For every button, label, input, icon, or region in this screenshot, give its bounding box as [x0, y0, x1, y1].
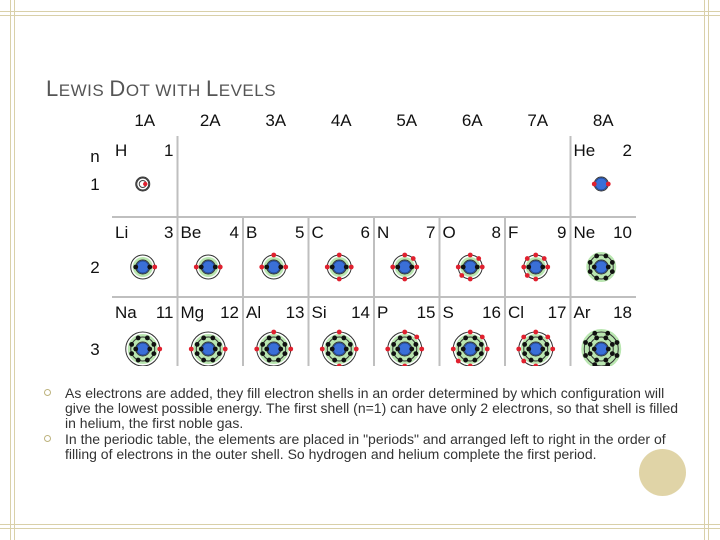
bullet-circle-icon [44, 389, 51, 396]
electron [276, 358, 281, 363]
group-label: 5A [396, 111, 418, 130]
electron [337, 277, 342, 282]
atomic-number: 3 [164, 223, 174, 242]
electron [326, 351, 331, 356]
electron [544, 342, 549, 347]
electron [594, 336, 599, 341]
frame-line-left [10, 0, 11, 540]
electron [588, 269, 593, 274]
element-symbol: He [573, 141, 596, 160]
electron [278, 265, 283, 270]
group-label: 8A [592, 111, 614, 130]
electron [398, 358, 403, 363]
electron [522, 342, 527, 347]
electron [199, 347, 204, 352]
electron [592, 265, 597, 270]
electron [282, 342, 287, 347]
electron [476, 256, 481, 261]
electron [542, 256, 547, 261]
nucleus [137, 343, 149, 355]
electron [526, 347, 531, 352]
electron [152, 265, 157, 270]
frame-line-top-inner [0, 15, 720, 16]
slide-title [46, 76, 276, 102]
electron [472, 358, 477, 363]
electron [330, 347, 335, 352]
electron [594, 276, 599, 281]
electron [521, 265, 526, 270]
electron [391, 342, 396, 347]
nucleus [530, 261, 542, 273]
electron [271, 330, 276, 335]
period-label: 1 [90, 175, 100, 194]
atomic-number: 6 [360, 223, 370, 242]
group-label: 6A [461, 111, 483, 130]
electron [545, 265, 550, 270]
atomic-number: 10 [613, 223, 632, 242]
electron [533, 277, 538, 282]
electron [592, 331, 597, 336]
electron [588, 260, 593, 265]
electron [605, 331, 610, 336]
electron [451, 347, 456, 352]
title-part: WITH [155, 81, 206, 100]
electron [411, 256, 416, 261]
electron [522, 351, 527, 356]
electron [195, 351, 200, 356]
electron [271, 253, 276, 258]
electron [278, 347, 283, 352]
electron [264, 265, 269, 270]
group-label: 3A [265, 111, 287, 130]
nucleus [464, 261, 476, 273]
electron [603, 254, 608, 259]
frame-line-right-inner [704, 0, 705, 540]
nucleus [268, 261, 280, 273]
electron [402, 330, 407, 335]
atomic-number: 4 [229, 223, 239, 242]
electron [588, 342, 593, 347]
electron [147, 347, 152, 352]
electron [606, 347, 611, 352]
electron [326, 342, 331, 347]
element-symbol: Ar [573, 303, 591, 322]
electron [480, 335, 485, 340]
electron [201, 358, 206, 363]
frame-line-right [708, 0, 709, 540]
nucleus [530, 343, 542, 355]
electron [592, 182, 597, 187]
electron [341, 358, 346, 363]
electron [456, 265, 461, 270]
electron [223, 347, 228, 352]
electron [136, 358, 141, 363]
nucleus [464, 343, 476, 355]
electron [538, 358, 543, 363]
element-symbol: F [508, 223, 519, 242]
electron [133, 347, 138, 352]
title-part: L [206, 76, 219, 101]
electron [521, 359, 526, 364]
electron [419, 347, 424, 352]
electron [402, 253, 407, 258]
electron [603, 358, 608, 363]
electron [588, 351, 593, 356]
title-part: OT [125, 81, 156, 100]
electron [332, 358, 337, 363]
nucleus [333, 261, 345, 273]
electron [337, 253, 342, 258]
element-symbol: C [311, 223, 324, 242]
electron [391, 351, 396, 356]
electron [485, 347, 490, 352]
electron [610, 351, 615, 356]
electron [456, 359, 461, 364]
atomic-number: 13 [285, 303, 305, 322]
electron [550, 347, 555, 352]
electron [413, 342, 418, 347]
electron [354, 347, 359, 352]
electron [320, 347, 325, 352]
electron [610, 260, 615, 265]
element-symbol: Ne [573, 223, 596, 242]
electron [521, 335, 526, 340]
electron [459, 273, 464, 278]
nucleus [595, 343, 607, 355]
nucleus [268, 343, 280, 355]
frame-line-left-inner [14, 0, 15, 540]
electron [395, 347, 400, 352]
electron [210, 336, 215, 341]
bullet-list [44, 386, 684, 463]
lewis-dot-periodic-table [82, 104, 636, 366]
electron [254, 347, 259, 352]
electron [615, 340, 620, 345]
electron [529, 358, 534, 363]
decorative-circle [639, 449, 686, 496]
title-part: L [46, 76, 59, 101]
electron [288, 347, 293, 352]
atomic-number: 9 [557, 223, 567, 242]
electron [468, 364, 473, 366]
electron [583, 353, 588, 358]
atomic-number: 17 [547, 303, 567, 322]
group-label: 1A [134, 111, 156, 130]
electron [217, 351, 222, 356]
electron [529, 336, 534, 341]
electron [594, 254, 599, 259]
electron [201, 336, 206, 341]
atomic-number: 7 [426, 223, 436, 242]
electron [143, 182, 147, 186]
electron [414, 335, 419, 340]
frame-line-top [0, 11, 720, 12]
electron [259, 265, 264, 270]
atomic-number: 12 [220, 303, 239, 322]
electron [540, 347, 545, 352]
electron [525, 256, 530, 261]
electron [544, 351, 549, 356]
electron [409, 347, 414, 352]
electron [267, 336, 272, 341]
electron [592, 347, 597, 352]
electron [468, 277, 473, 282]
electron [344, 347, 349, 352]
nucleus [595, 178, 607, 190]
electron [145, 336, 150, 341]
bullet-circle-icon [44, 435, 51, 442]
electron [463, 336, 468, 341]
element-symbol: Be [180, 223, 202, 242]
electron [463, 358, 468, 363]
atomic-number: 15 [416, 303, 436, 322]
nucleus [333, 343, 345, 355]
electron [603, 336, 608, 341]
electron [344, 265, 349, 270]
electron [145, 358, 150, 363]
electron [195, 342, 200, 347]
electron [129, 342, 134, 347]
period-label: 3 [90, 340, 100, 359]
electron [545, 335, 550, 340]
electron [475, 265, 480, 270]
nucleus [399, 261, 411, 273]
electron [479, 351, 484, 356]
element-symbol: Al [246, 303, 262, 322]
electron [615, 353, 620, 358]
electron [194, 265, 199, 270]
atomic-number: 2 [622, 141, 632, 160]
electron [457, 351, 462, 356]
nucleus [399, 343, 411, 355]
electron [533, 364, 538, 366]
electron [538, 336, 543, 341]
electron [341, 336, 346, 341]
electron [264, 347, 269, 352]
title-part: D [109, 76, 126, 101]
electron [402, 277, 407, 282]
electron [213, 265, 218, 270]
electron [147, 265, 152, 270]
electron [475, 347, 480, 352]
electron [260, 342, 265, 347]
electron [413, 351, 418, 356]
electron [606, 182, 611, 187]
bullet-text: In the periodic table, the elements are placed in "periods" and arranged left to right in the order of filling of electrons in the outer shell. So hydrogen and helium complete the first period. [65, 431, 666, 462]
electron [157, 347, 162, 352]
electron [606, 265, 611, 270]
electron [260, 351, 265, 356]
electron [468, 330, 473, 335]
nucleus [595, 261, 607, 273]
bullet-item [44, 432, 684, 462]
element-symbol: H [115, 141, 128, 160]
electron [461, 265, 466, 270]
nucleus [202, 261, 214, 273]
atomic-number: 11 [155, 303, 174, 322]
electron [468, 253, 473, 258]
frame-line-bottom-inner [0, 524, 720, 525]
electron [472, 336, 477, 341]
electron [133, 265, 138, 270]
electron [525, 273, 530, 278]
atomic-number: 8 [491, 223, 501, 242]
electron [479, 342, 484, 347]
element-symbol: Cl [508, 303, 525, 322]
frame-line-bottom [0, 528, 720, 529]
group-label: 2A [199, 111, 221, 130]
electron [540, 265, 545, 270]
electron [516, 347, 521, 352]
element-symbol: N [377, 223, 390, 242]
electron [610, 342, 615, 347]
electron [337, 330, 342, 335]
nucleus [202, 343, 214, 355]
electron [402, 364, 407, 366]
electron [533, 330, 538, 335]
electron [594, 358, 599, 363]
nucleus [137, 261, 149, 273]
electron [283, 265, 288, 270]
electron [395, 265, 400, 270]
atomic-number: 16 [482, 303, 501, 322]
group-label: 7A [527, 111, 549, 130]
title-part: EVELS [218, 81, 277, 100]
electron [129, 351, 134, 356]
n-label: n [90, 147, 100, 166]
electron [526, 265, 531, 270]
electron [583, 340, 588, 345]
bullet-item [44, 386, 684, 431]
electron [276, 336, 281, 341]
electron [407, 336, 412, 341]
element-symbol: Li [115, 223, 129, 242]
atomic-number: 5 [295, 223, 305, 242]
electron [151, 342, 156, 347]
element-symbol: O [442, 223, 456, 242]
electron [136, 336, 141, 341]
electron [282, 351, 287, 356]
bullet-text: As electrons are added, they fill electron shells in an order determined by which configuration will give the lowest possible energy. The first shell (n=1) can have only 2 electrons, so that shell is filled in helium, the first noble gas. [65, 385, 679, 431]
group-label: 4A [330, 111, 352, 130]
element-symbol: B [246, 223, 258, 242]
electron [480, 265, 485, 270]
electron [610, 269, 615, 274]
electron [461, 347, 466, 352]
electron [349, 265, 354, 270]
atomic-number: 18 [613, 303, 632, 322]
period-label: 2 [90, 258, 100, 277]
electron [330, 265, 335, 270]
electron [199, 265, 204, 270]
element-symbol: Na [115, 303, 137, 322]
electron [385, 347, 390, 352]
electron [407, 358, 412, 363]
electron [210, 358, 215, 363]
element-symbol: Mg [180, 303, 205, 322]
electron [325, 265, 330, 270]
electron [217, 342, 222, 347]
electron [414, 265, 419, 270]
title-part: EWIS [58, 81, 110, 100]
element-symbol: P [377, 303, 389, 322]
electron [409, 265, 414, 270]
electron [332, 336, 337, 341]
atomic-number: 1 [164, 141, 174, 160]
electron [390, 265, 395, 270]
electron [189, 347, 194, 352]
element-symbol: S [442, 303, 454, 322]
electron [398, 336, 403, 341]
atomic-number: 14 [351, 303, 370, 322]
electron [348, 351, 353, 356]
electron [603, 276, 608, 281]
electron [267, 358, 272, 363]
electron [457, 342, 462, 347]
electron [213, 347, 218, 352]
electron [348, 342, 353, 347]
electron [533, 253, 538, 258]
electron [218, 265, 223, 270]
electron [151, 351, 156, 356]
electron [337, 364, 342, 366]
element-symbol: Si [311, 303, 327, 322]
